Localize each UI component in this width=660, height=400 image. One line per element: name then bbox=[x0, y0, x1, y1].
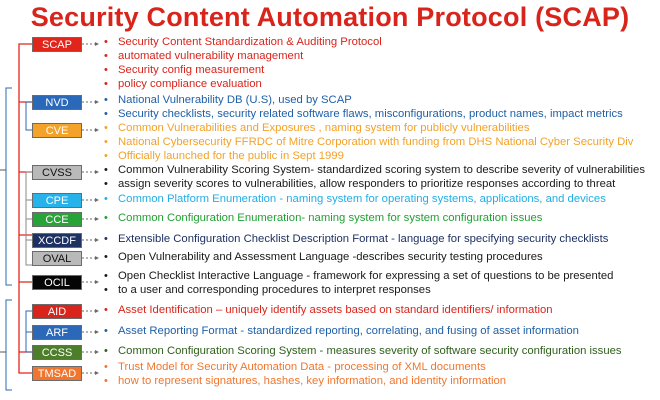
description-line: Security checklists, security related software flaws, misconfigurations, product names, impact metrics bbox=[118, 108, 623, 120]
tag-cpe: CPE bbox=[32, 193, 82, 208]
description-line: to a user and corresponding procedures to interpret responses bbox=[118, 284, 431, 296]
tag-arf: ARF bbox=[32, 325, 82, 340]
description-line: Trust Model for Security Automation Data - processing of XML documents bbox=[118, 361, 486, 373]
description-line: Common Configuration Scoring System - measures severity of software security configuration issues bbox=[118, 345, 622, 357]
bullet-marker: • bbox=[104, 212, 108, 224]
bullet-marker: • bbox=[104, 325, 108, 337]
bullet-marker: • bbox=[104, 50, 108, 62]
bullet-marker: • bbox=[104, 193, 108, 205]
description-line: National Cybersecurity FFRDC of Mitre Corporation with funding from DHS National Cyber Security Div bbox=[118, 136, 634, 148]
tag-cvss: CVSS bbox=[32, 165, 82, 180]
description-line: Security config measurement bbox=[118, 64, 265, 76]
description-line: Common Vulnerabilities and Exposures , naming system for publicly vulnerabilities bbox=[118, 122, 530, 134]
description-line: Open Checklist Interactive Language - framework for expressing a set of questions to be presented bbox=[118, 270, 614, 282]
tag-xccdf: XCCDF bbox=[32, 233, 82, 248]
bullet-marker: • bbox=[104, 36, 108, 48]
bullet-marker: • bbox=[104, 375, 108, 387]
tag-cce: CCE bbox=[32, 212, 82, 227]
bullet-marker: • bbox=[104, 345, 108, 357]
bullet-marker: • bbox=[104, 304, 108, 316]
description-line: how to represent signatures, hashes, key information, and identity information bbox=[118, 375, 507, 387]
description-line: Common Vulnerability Scoring System- standardized scoring system to describe severity of vulnerabilities bbox=[118, 164, 645, 176]
bullet-marker: • bbox=[104, 122, 108, 134]
description-line: Officially launched for the public in Sept 1999 bbox=[118, 150, 344, 162]
bullet-marker: • bbox=[104, 108, 108, 120]
tag-cve: CVE bbox=[32, 123, 82, 138]
description-line: Common Configuration Enumeration- naming system for system configuration issues bbox=[118, 212, 543, 224]
page-title: Security Content Automation Protocol (SCAP) bbox=[30, 2, 630, 32]
bullet-marker: • bbox=[104, 64, 108, 76]
description-line: Common Platform Enumeration - naming system for operating systems, applications, and devices bbox=[118, 193, 606, 205]
bullet-marker: • bbox=[104, 361, 108, 373]
tag-ocil: OCIL bbox=[32, 275, 82, 290]
bullet-marker: • bbox=[104, 270, 108, 282]
description-line: National Vulnerability DB (U.S), used by SCAP bbox=[118, 94, 352, 106]
description-line: automated vulnerability management bbox=[118, 50, 304, 62]
bullet-marker: • bbox=[104, 251, 108, 263]
description-line: Open Vulnerability and Assessment Language -describes security testing procedures bbox=[118, 251, 543, 263]
bullet-marker: • bbox=[104, 164, 108, 176]
tag-nvd: NVD bbox=[32, 95, 82, 110]
description-line: Extensible Configuration Checklist Description Format - language for specifying security checklists bbox=[118, 233, 609, 245]
description-line: Security Content Standardization & Auditing Protocol bbox=[118, 36, 382, 48]
tag-ccss: CCSS bbox=[32, 345, 82, 360]
tag-scap: SCAP bbox=[32, 37, 82, 52]
bullet-marker: • bbox=[104, 284, 108, 296]
bullet-marker: • bbox=[104, 150, 108, 162]
description-line: Asset Identification – uniquely identify assets based on standard identifiers/ information bbox=[118, 304, 553, 316]
tag-tmsad: TMSAD bbox=[32, 366, 82, 381]
bullet-marker: • bbox=[104, 78, 108, 90]
bullet-marker: • bbox=[104, 178, 108, 190]
bullet-marker: • bbox=[104, 136, 108, 148]
bullet-marker: • bbox=[104, 94, 108, 106]
description-line: assign severity scores to vulnerabilities, allow responders to prioritize responses according to threat bbox=[118, 178, 616, 190]
tag-aid: AID bbox=[32, 304, 82, 319]
description-line: policy compliance evaluation bbox=[118, 78, 262, 90]
bullet-marker: • bbox=[104, 233, 108, 245]
description-line: Asset Reporting Format - standardized reporting, correlating, and fusing of asset information bbox=[118, 325, 579, 337]
tag-oval: OVAL bbox=[32, 251, 82, 266]
